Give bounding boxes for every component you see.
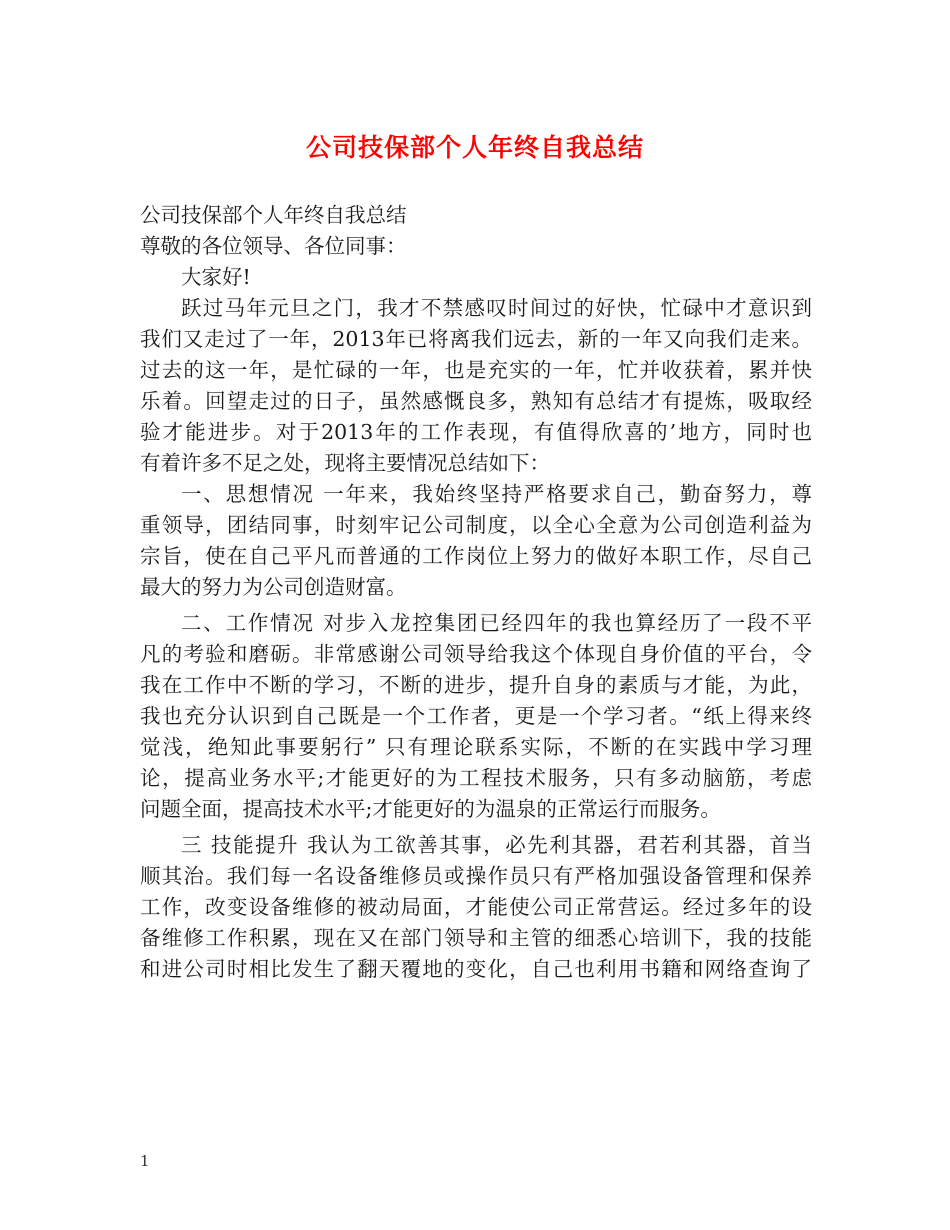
body-line: 备维修工作积累，现在又在部门领导和主管的细悉心培训下，我的技能 — [140, 926, 812, 950]
body-line: 验才能进步。对于2013年的工作表现，有值得欣喜的’地方，同时也 — [140, 420, 812, 444]
body-line: 重领导，团结同事，时刻牢记公司制度，以全心全意为公司创造利益为 — [140, 513, 812, 537]
body-line: 宗旨，使在自己平凡而普通的工作岗位上努力的做好本职工作，尽自己 — [140, 544, 812, 568]
body-line: 一、思想情况 一年来，我始终坚持严格要求自己，勤奋努力，尊 — [181, 482, 812, 506]
body-line: 过去的这一年，是忙碌的一年，也是充实的一年，忙并收获着，累并快 — [140, 358, 812, 382]
body-line: 二、工作情况 对步入龙控集团已经四年的我也算经历了一段不平 — [181, 611, 812, 635]
body-line: 我在工作中不断的学习，不断的进步，提升自身的素质与才能，为此， — [140, 673, 812, 697]
body-line: 我们又走过了一年，2013年已将离我们远去，新的一年又向我们走来。 — [140, 327, 812, 351]
body-line: 和进公司时相比发生了翻天覆地的变化，自己也利用书籍和网络查询了 — [140, 957, 812, 981]
body-line: 论，提高业务水平;才能更好的为工程技术服务，只有多动脑筋，考虑 — [140, 766, 812, 790]
body-line: 顺其治。我们每一名设备维修员或操作员只有严格加强设备管理和保养 — [140, 864, 812, 888]
body-line-greeting: 大家好! — [181, 265, 251, 289]
body-line: 觉浅，绝知此事要躬行” 只有理论联系实际，不断的在实践中学习理 — [140, 735, 812, 759]
body-line: 工作，改变设备维修的被动局面，才能使公司正常营运。经过多年的设 — [140, 895, 812, 919]
body-line: 跃过马年元旦之门，我才不禁感叹时间过的好快，忙碌中才意识到 — [181, 296, 812, 320]
page-number: 1 — [140, 1152, 150, 1170]
document-body — [140, 200, 812, 985]
body-line: 最大的努力为公司创造财富。 — [140, 575, 407, 599]
body-line: 三 技能提升 我认为工欲善其事，必先利其器，君若利其器，首当 — [181, 833, 812, 857]
body-line: 凡的考验和磨砺。非常感谢公司领导给我这个体现自身价值的平台，令 — [140, 642, 812, 666]
body-line: 乐着。回望走过的日子，虽然感慨良多，熟知有总结才有提炼，吸取经 — [140, 389, 812, 413]
document-title: 公司技保部个人年终自我总结 — [305, 133, 644, 162]
body-line-heading: 公司技保部个人年终自我总结 — [140, 203, 407, 227]
body-line: 我也充分认识到自己既是一个工作者，更是一个学习者。“纸上得来终 — [140, 704, 812, 728]
body-line: 有着许多不足之处，现将主要情况总结如下： — [140, 451, 550, 475]
body-line-salutation: 尊敬的各位领导、各位同事： — [140, 234, 407, 258]
body-line: 问题全面，提高技术水平;才能更好的为温泉的正常运行而服务。 — [140, 797, 721, 821]
